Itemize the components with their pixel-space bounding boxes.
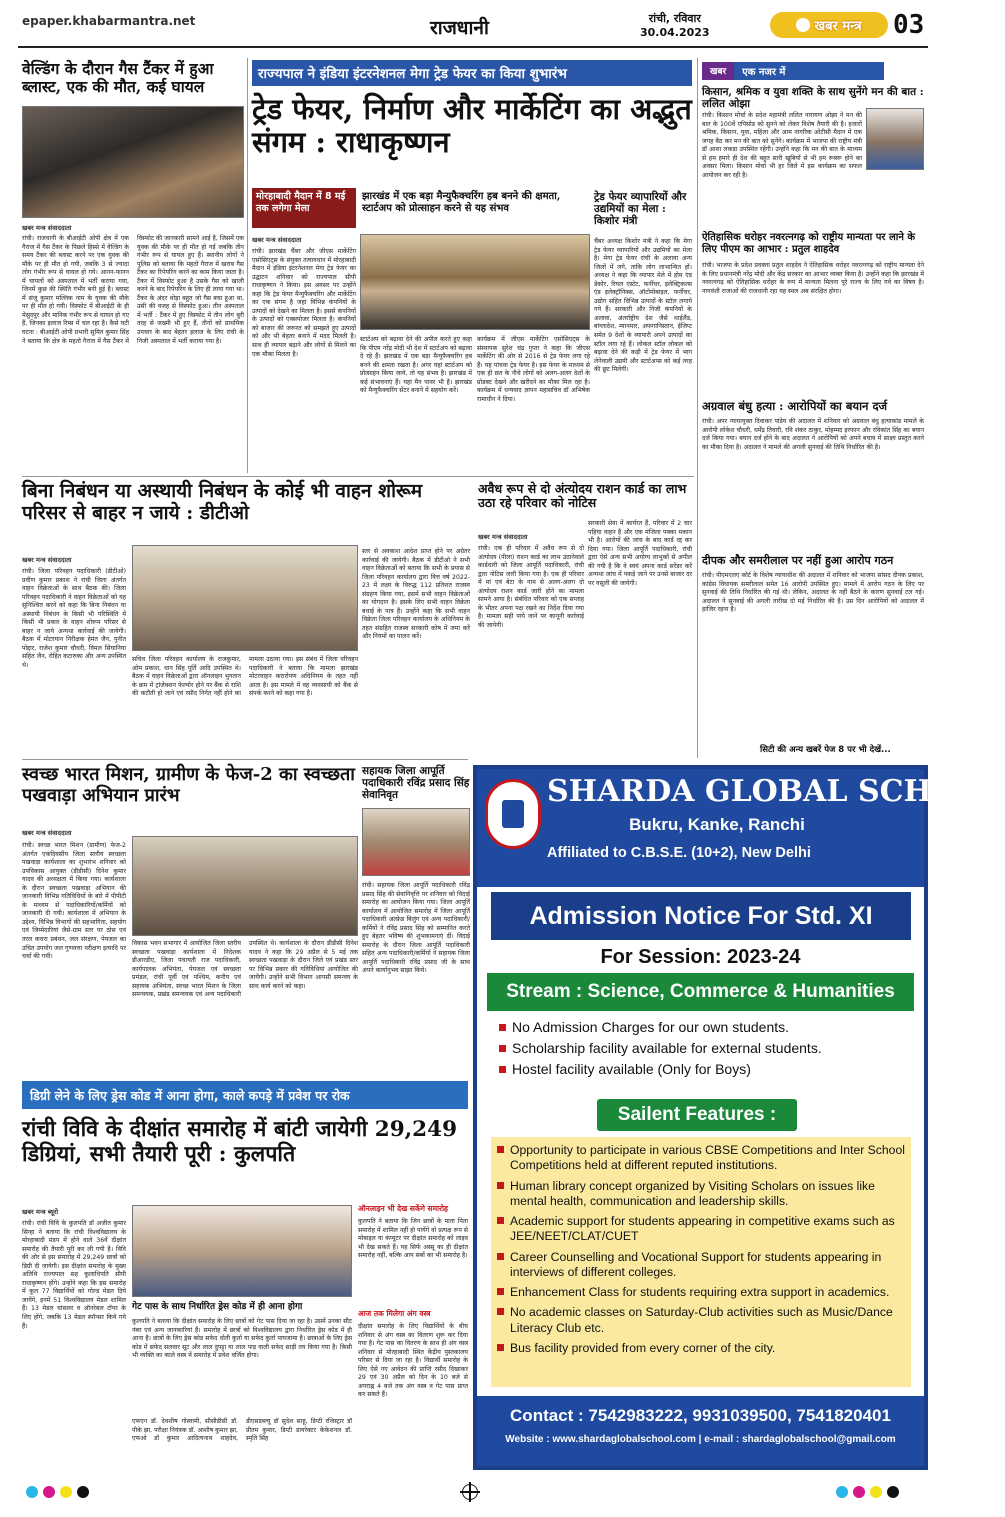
brief3-body: रांची। अपर न्यायायुक्त दिवाकर पांडेय की अदालत में शनिवार को अग्रवाल बंधु हत्याकांड मामले के आरोपी लोकेश चौधरी, धर्मेंद्र तिवारी, रवि शंकर ठाकुर, मोहम्मद इरफान और रविकांत सिंह का बयान दर्ज किया गया। बयान दर्ज होने के बाद अदालत ने आरोपियों को अपने बचाव में साक्ष्य प्रस्तुत करने का मौका दिया है। अदालत ने मामले की अगली सुनवाई की तिथि निर्धारित की है। — [702, 418, 924, 451]
feature-item — [497, 1250, 905, 1281]
point-item — [499, 1061, 914, 1077]
school-name: SHARDA GLOBAL SCHOOL — [547, 774, 1005, 809]
lead-subhead: झारखंड में एक बड़ा मैन्युफैक्चरिंग हब बनने की क्षमता, स्टार्टअप को प्रोत्साहन करने से यह संभव — [362, 191, 561, 214]
lead-headline: ट्रेड फेयर, निर्माण और मार्केटिंग का अद्भुत संगम : राधाकृष्णन — [252, 92, 692, 160]
gate-pass-subhead: गेट पास के साथ निर्धारित ड्रेस कोड में ही आना होगा — [132, 1302, 303, 1312]
bullet-icon — [499, 1024, 506, 1031]
convocation-headline: रांची विवि के दीक्षांत समारोह में बांटी जायेगी 29,249 डिग्रियां, सभी तैयारी पूरी : कुलपति — [22, 1117, 458, 1167]
angvastra-body: दीक्षांत समारोह के लिए विद्यार्थियों के बीच शनिवार से अंग वस्त्र का वितरण शुरू कर दिया गया है। गेट पास का वितरण के साथ ही अंग वस्त्र शनिवार से मोरहाबादी स्थित केंद्रीय पुस्तकालय परिसर से दिया जा रहा है। विद्यार्थी समारोह के लिए ऐसे नए आवेदन की प्राप्ति रसीद दिखाकर 29 एवं 30 अप्रैल को दिन के 10 बजे से अपराह्न 4 बजे तक अंग वस्त्र व गेट पास प्राप्त कर सकते हैं। — [358, 1323, 468, 1399]
ration-headline: अवैध रूप से दो अंत्योदय राशन कार्ड का लाभ उठा रहे परिवार को नोटिस — [478, 481, 687, 511]
angvastra-subhead: आज तक मिलेगा अंग वस्त्र — [358, 1309, 431, 1318]
convocation-body-1: रांची। रांची विवि के कुलपति डॉ अजीत कुमार सिन्हा ने बताया कि रांची विश्वविद्यालय के मोरहाबादी मंडप में होने वाले 36वें दीक्षांत समारोह की तैयारी पूरी कर ली गयी है। विवि की ओर से इस समारोह में 29,249 छात्रों को डिग्री दी जायेगी। इस दीक्षांत समारोह के मुख्य अतिथि राज्यपाल सह कुलाधिपति सीपी राधाकृष्णन होंगे। उन्होंने कहा कि इस समारोह में कुल 77 विद्यार्थियों को गोल्ड मेडल दिये जायेंगे, इनमें 51 विश्वविद्यालय मेडल शामिल हैं। 13 मेडल चांसलर व ऑनरेबल टॉपर के लिए होंगे, जबकि 13 मेडल स्पॉन्सर किये गये हैं। — [22, 1220, 126, 1330]
admission-notice: Admission Notice For Std. XI — [491, 892, 911, 940]
features-title: Sailent Features : — [597, 1099, 797, 1131]
school-address: Bukru, Kanke, Ranchi — [629, 815, 805, 834]
brief2-headline: ऐतिहासिक धरोहर नवरत्नगढ़ को राष्ट्रीय मान्यता पर लाने के लिए पीएम का आभार : प्रतुल शाहदेव — [702, 232, 916, 255]
feature-item — [497, 1341, 905, 1356]
dot-cyan — [26, 1486, 38, 1498]
dateline — [640, 12, 710, 40]
ration-body-1: रांची। एक ही परिवार में अवैध रूप से दो अंत्योदय (पीला) राशन कार्ड का लाभ उठानेवाले कार्डधारी को जिला आपूर्ति पदाधिकारी, रांची द्वारा नोटिस जारी किया गया है। एक ही परिवार में मां एवं बेटा के नाम से अलग-अलग दो अंत्योदय राशन कार्ड जारी होने का मामला सामने आया है। संबंधित परिवार को एक सप्ताह के भीतर अपना पक्ष रखने का निर्देश दिया गया है। मामला सही पाये जाने पर कानूनी कार्रवाई की जायेगी। — [478, 545, 584, 629]
dot-magenta — [43, 1486, 55, 1498]
online-subhead: ऑनलाइन भी देख सकेंगे समारोह — [358, 1204, 449, 1213]
lead-body-1: रांची। झारखंड चैंबर और जीएस मार्केटिंग एसोसिएट्स के संयुक्त तत्वावधान में मोरहाबादी मैदान में इंडिया इंटरनेशनल मेगा ट्रेड फेयर का उद्घाटन शनिवार को राज्यपाल सीपी राधाकृष्णन ने किया। इस अवसर पर उन्होंने कहा कि ट्रेड फेयर मैन्युफैक्चरिंग और मार्केटिंग का एक संगम है जहां विभिन्न कंपनियों के उत्पादों को देखने का मिलता है। इससे कंपनियों के उत्पादों को एक्सपोजर मिलता है। कंपनियों को बाजार की जरूरत को समझते हुए उत्पादों को और भी बेहतर बनाने में मदद मिलती है। साथ ही व्यापार बढ़ाने और लोगों से मिलने का एक मौका मिलता है। — [252, 248, 356, 358]
supply-body: रांची। सहायक जिला आपूर्ति पदाधिकारी रविंद्र प्रसाद सिंह की सेवानिवृत्ति पर शनिवार को विदाई समारोह का आयोजन किया गया। जिला आपूर्ति कार्यालय में आयोजित समारोह में जिला आपूर्ति पदाधिकारी अल्फ्रेड बिलुंग एवं अन्य पदाधिकारी/कर्मियों ने रविंद्र प्रसाद सिंह को सम्मानित करते हुए बेहतर भविष्य की शुभकामनाएं दीं। विदाई समारोह के दौरान जिला आपूर्ति पदाधिकारी सहित अन्य पदाधिकारी/कर्मियों ने सहायक जिला आपूर्ति पदाधिकारी रविंद्र प्रसाद जी के साथ अपने कार्यानुभव साझा किये। — [362, 882, 470, 975]
dto-body-3: स्तर से अवकाश आदेश प्राप्त होने पर अग्रेतर कार्रवाई की जायेगी। बैठक में डीटीओ ने सभी वाहन विक्रेताओं को बताया कि सभी के प्रयास से जिला परिवहन कार्यालय द्वारा वित्त वर्ष 2022-23 में लक्ष्य के विरुद्ध 112 प्रतिशत राजस्व संग्रहण किया गया, इसमें सभी वाहन विक्रेताओं का योगदान है। इसके लिए सभी वाहन विक्रेता बधाई के पात्र हैं। उन्होंने कहा कि सभी वाहन विक्रेता जिला परिवहन कार्यालय के अधिनियम के तहत संग्रहित राजस्व सरकारी कोष में जमा करें और नियमों का पालन करें। — [362, 548, 470, 641]
dot-yellow — [60, 1486, 72, 1498]
site-url[interactable]: epaper.khabarmantra.net — [22, 14, 196, 28]
vc-portrait-photo — [132, 1205, 352, 1297]
tanker-body: रांची। राजधानी के बीआईटी ओपी क्षेत्र में एक गैराज में गैस टैंकर के पिछले हिस्से में वेल्डिंग के समय टैंकर की ब्लास्ट करने पर एक युवक की मौके पर ही मौत हो गयी, जबकि 3 से ज्यादा लोग गंभीर रूप से घायल हो गये। आनन-फानन में घायलों को अस्पताल में भर्ती कराया गया, जिनमें कुछ की स्थिति गंभीर बनी हुई है। ब्लास्ट में संजू कुमार मल्लिक नाम के युवक की मौके पर ही मौत हो गयी। विस्फोट में बीआईटी के ही मेसुदपुर और मानिक गंभीर रूप से घायल हो गए हैं, जिनका इलाज रिम्स में चल रहा है। कैसे घटी घटना : बीआईटी ओपी प्रभारी सुमित कुमार सिंह ने बताया कि क्षेत्र के महतो गैराज में गैस टैंकर में विस्फोट की जानकारी सामने आई है, जिसमें एक युवक की मौके पर ही मौत हो गई जबकि तीन गंभीर रूप से घायल हुए हैं। स्थानीय लोगों ने पुलिस को बताया कि महतो गैराज में खराब गैस टैंकर का रिपेयरिंग करने का काम किया जाता है। टैंकर में विस्फोट हुआ है उसके गैस को खाली करने के बाद रिपेयरिंग के लिए ही लाया गया था। टैंकर के अंदर थोड़ा बहुत जो गैस बचा हुआ था, उसी की वजह से विस्फोट हुआ। तीन अस्पताल में भर्ती : टैंकर में हुए विस्फोट में तीन लोग बुरी तरह से जख्मी भी हुए हैं, तीनों को प्राथमिक उपचार के बाद बेहतर इलाज के लिए रांची के निजी अस्पताल में भर्ती कराया गया है। — [22, 235, 244, 345]
column-divider — [247, 58, 248, 473]
swachh-byline: खबर मन्त्र संवाददाता — [22, 829, 72, 837]
swachh-headline: स्वच्छ भारत मिशन, ग्रामीण के फेज-2 का स्वच्छता पखवाड़ा अभियान प्रारंभ — [22, 764, 355, 806]
admission-stream: Stream : Science, Commerce & Humanities — [487, 973, 914, 1011]
dto-body-1: रांची। जिला परिवहन पदाधिकारी (डीटीओ) प्रवीण कुमार प्रकाश ने रांची जिला अंतर्गत वाहन विक्रेताओं के साथ बैठक की। जिला परिवहन पदाधिकारी ने वाहन विक्रेताओं को यह सुनिश्चित करने को कहा कि बिना निबंधन या अस्थायी निबंधन के किसी भी परिस्थिति में किसी भी प्रकार के वाहन शोरूम परिसर से बाहर न जाये अन्यथा कार्रवाई की जायेगी। बैठक में मोटरयान निरीक्षक हेमंत जैन, पुनीत पोद्दार, राजेश कुमार चौधरी, विमल सिंघानिया सहित जैन, रोहित कटारुका और अन्य उपस्थित थे। — [22, 568, 126, 670]
feature-text: Career Counselling and Vocational Support for students appearing in interviews of different colleges. — [510, 1249, 882, 1279]
dot-yellow — [870, 1486, 882, 1498]
gate-pass-body: कुलपति ने बताया कि दीक्षांत समारोह के लिए छात्रों को गेट पास दिया जा रहा है। उसमें उनका सीट नंबर एवं अन्य जानकारियां हैं। समारोह में छात्रों को विश्वविद्यालय द्वारा निर्धारित ड्रेस कोड में ही आना है। छात्रों के लिए ड्रेस कोड सफेद धोती कुर्ता या सफेद कुर्ता पायजामा है। छात्राओं के लिए ड्रेस कोड में सफेद सलवार सूट और लाल दुपट्टा या लाल पाड़ वाली सफेद साड़ी तय किया गया है। किसी भी व्यक्ति का काले वस्त्र में समारोह में प्रवेश वर्जित होगा। — [132, 1318, 352, 1360]
feature-text: Human library concept organized by Visiting Scholars on issues like mental health, communication and leadership skills. — [510, 1178, 875, 1208]
supply-farewell-photo — [362, 808, 470, 876]
bullet-icon — [497, 1217, 504, 1224]
page-number: 03 — [893, 10, 925, 40]
point-item — [499, 1040, 914, 1056]
brief2-body: रांची। भाजपा के प्रदेश प्रवक्ता प्रतुल शाहदेव ने ऐतिहासिक धरोहर नवरत्नगढ़ को राष्ट्रीय मान्यता देने के लिए प्रधानमंत्री नरेंद्र मोदी और केंद्र सरकार का आभार व्यक्त किया है। उन्होंने कहा कि झारखंड में नवरत्नगढ़ को ऐतिहासिक धरोहर के रूप में मान्यता मिलना पूरे राज्य के लिए गर्व का विषय है। नागवंशी राजाओं की राजधानी रहा यह स्थल अब संरक्षित होगा। — [702, 262, 924, 295]
brand-logo — [770, 12, 888, 38]
briefs-tag-khabar: खबर — [702, 62, 734, 80]
feature-item — [497, 1305, 905, 1336]
swachh-workshop-photo — [132, 836, 358, 936]
dto-byline: खबर मन्त्र संवाददाता — [22, 556, 72, 564]
section-title: राजधानी — [430, 17, 489, 39]
dot-black — [77, 1486, 89, 1498]
point-text: Hostel facility available (Only for Boys) — [512, 1061, 751, 1077]
trade-side-body: चैंबर अध्यक्ष किशोर मंत्री ने कहा कि मेगा ट्रेड फेयर व्यापारियों और उद्यमियों का मेला है। मेगा ट्रेड फेयर रांची के अलावा अन्य जिलों में लगे, ताकि लोग लाभान्वित हों। अध्यक्ष ने कहा कि व्यापार मेले में होम एंड डेकोर, रियल एस्टेट, फर्नीचर, इलेक्ट्रिकल्स एंड इलेक्ट्रॉनिक्स, ऑटोमोबाइल, फर्नीचर, उद्योग सहित विभिन्न उत्पादों के स्टॉल लगाये गये हैं। सरकारी और निजी कंपनियों के अलावा, अंतर्राष्ट्रीय देश जैसे थाईलैंड, बांग्लादेश, म्यानमार, अफगानिस्तान, ईजिप्ट समेत 9 देशों के व्यापारी अपने उत्पादों का स्टॉल लगा रहे हैं। लोकल स्टॉल लोकल को बढ़ावा देने की कड़ी में ट्रेड फेयर में भाग लेनेवाली उद्यमी और स्टार्टअप्स को कई तरह की छूट मिलेगी। — [594, 238, 692, 374]
lead-body-2: स्टार्टअप को बढ़ावा देने की अपील करते हुए कहा कि पीएम नरेंद्र मोदी भी देश में स्टार्टअप को बढ़ावा दे रहे हैं। झारखंड में एक बड़ा मैन्युफैक्चरिंग हब बनने की क्षमता रखता है। अगर यहां स्टार्टअप को प्रोत्साहन किया जाये, तो यह संभव है। झारखंड में कई संभावनाएं हैं। यहां मैन पावर भी है। झारखंड को मैन्युफैक्चरिंग सेंटर बनाने में सहयोग करें। — [360, 336, 472, 395]
briefs-tag-title: एक नजर में — [734, 62, 884, 80]
website-email[interactable]: Website : www.shardaglobalschool.com | e-mail : shardaglobalschool@gmail.com — [505, 1434, 896, 1445]
trade-side-headline: ट्रेड फेयर व्यापारियों और उद्यमियों का मेला : किशोर मंत्री — [594, 191, 687, 228]
feature-item — [497, 1179, 905, 1210]
tanker-byline: खबर मन्त्र संवाददाता — [22, 224, 72, 232]
dto-body-2: सचिव जिला परिवहन कार्यालय के राजकुमार, ओम प्रकाश, धान सिंह पूर्ति आदि उपस्थित थे। बैठक में वाहन विक्रेताओं द्वारा ऑनलाइन भुगतान के क्रम में ट्रांजेक्शन फेल्योर होने पर बैंक से राशि की कटौती हो जाने एवं रसीद निर्गत नहीं होने का मामला उठाया गया। इस संबंध में जिला परिवहन पदाधिकारी ने बताया कि मामला झारखंड मोटरवाहन करारोपण अधिनियम के तहत नहीं आता है। इस मामले में वह व्यवसायी को बैंक से संपर्क करने को कहा गया है। — [132, 656, 358, 698]
briefs-tag — [702, 62, 884, 80]
bullet-icon — [497, 1288, 504, 1295]
ration-body-2: सरकारी सेवा में कार्यरत हैं, परिवार में 2 चार पहिया वाहन है और एक मंजिला पक्का मकान भी है। आरोपों की जांच के बाद कार्ड रद्द कर दिया गया। जिला आपूर्ति पदाधिकारी, रांची द्वारा ऐसे अन्य सभी अयोग्य लाभुकों से अपील की गयी है कि वे स्वयं अपना कार्ड सरेंडर करें अन्यथा जांच में पकड़े जाने पर उनसे बाजार दर पर वसूली की जायेगी। — [588, 520, 692, 587]
lead-kicker: राज्यपाल ने इंडिया इंटरनेशनल मेगा ट्रेड फेयर का किया शुभारंभ — [252, 60, 692, 86]
brief3-headline: अग्रवाल बंधु हत्या : आरोपियों का बयान दर्ज — [702, 399, 888, 413]
lead-byline: खबर मन्त्र संवाददाता — [252, 236, 302, 244]
supply-headline: सहायक जिला आपूर्ति पदाधिकारी रविंद्र प्रसाद सिंह सेवानिवृत — [362, 765, 470, 802]
tanker-photo — [22, 106, 244, 218]
officials-list: एफएन डॉ. देवशीष गोस्वामी, सीसीडीसी डॉ. पीके झा, परीक्षा नियंत्रक डॉ. आशीष कुमार झा, एफओ डॉ कुमार आदित्यनाथ शाहदेव, डीएसडब्ल्यू डॉ सुदेश साहू, डिप्टी रजिस्ट्रार डॉ प्रीतम कुमार, डिप्टी डायरेक्टर केकेशनल डॉ. स्मृति सिंह — [132, 1418, 352, 1443]
point-text: No Admission Charges for our own students. — [512, 1019, 790, 1035]
brand-icon — [796, 18, 810, 32]
convocation-banner: डिग्री लेने के लिए ड्रेस कोड में आना होगा, काले कपड़े में प्रवेश पर रोक — [22, 1081, 468, 1109]
bullet-icon — [497, 1253, 504, 1260]
feature-item — [497, 1143, 905, 1174]
print-registration-dots-right — [836, 1486, 899, 1498]
lead-body-3: कार्यक्रम में जीएस मार्केटिंग एसोसिएट्स के संस्थापक सुरेश चंद्र गुप्ता ने कहा कि जीएस मार्केटिंग की ओर से 2016 से ट्रेड फेयर लगा रहे हैं। यह पांचवा ट्रेड फेयर है। इस फेयर के माध्यम से एक ही छत के नीचे लोगों को अलग-अलग देशों के प्रोडक्ट देखने और खरीदने का मौका मिल रहा है। कार्यक्रम में धन्यवाद ज्ञापन महासचिव डॉ अभिषेक रामाधीन ने दिया। — [477, 336, 590, 403]
swachh-body-2: विकास भवन सभागार में आयोजित जिला स्तरीय स्वच्छता पखवाड़ा कार्यशाला में निदेशक डीआरडीए, जिला पंचायती राज पदाधिकारी, कार्यपालक अभियंता, पेयजल एवं स्वच्छता प्रमंडल, रांची पूर्वी एवं पश्चिम, कनीय एवं सहायक अभियंता, स्वच्छ भारत मिशन के जिला समन्वयक, प्रखंड समन्वयक एवं अन्य पदाधिकारी उपस्थित थे। कार्यशाला के दौरान डीडीसी दिनेश यादव ने कहा कि 29 अप्रैल से 5 मई तक स्वच्छता पखवाड़ा के दौरान जिले एवं प्रखंड स्तर पर विभिन्न प्रकार की गतिविधियां आयोजित की जायेंगी। उन्होंने सभी विभाग आपसी समन्वय के साथ कार्य करने को कहा। — [132, 940, 358, 999]
admission-points — [499, 1019, 914, 1077]
dot-black — [887, 1486, 899, 1498]
lead-inauguration-photo — [360, 234, 590, 330]
brand-name: खबर मन्त्र — [814, 19, 862, 34]
point-item — [499, 1019, 914, 1035]
brief1-portrait — [866, 108, 924, 170]
issue-date: 30.04.2023 — [640, 25, 710, 39]
city-day: रांची, रविवार — [648, 12, 701, 25]
features-list — [491, 1137, 911, 1387]
admission-session: For Session: 2023-24 — [600, 946, 801, 968]
dto-headline: बिना निबंधन या अस्थायी निबंधन के कोई भी वाहन शोरूम परिसर से बाहर न जाये : डीटीओ — [22, 480, 423, 524]
school-advertisement[interactable] — [473, 765, 1005, 1470]
section-rule — [22, 759, 468, 760]
feature-text: Academic support for students appearing in competitive exams such as JEE/NEET/CLAT/CUET — [510, 1214, 895, 1244]
column-divider — [697, 58, 698, 758]
school-affiliation: Affiliated to C.B.S.E. (10+2), New Delhi — [547, 845, 811, 861]
tanker-headline: वेल्डिंग के दौरान गैस टैंकर में हुआ ब्लास्ट, एक की मौत, कई घायल — [22, 59, 214, 96]
brief4-headline: दीपक और समरीलाल पर नहीं हुआ आरोप गठन — [702, 554, 894, 567]
dot-cyan — [836, 1486, 848, 1498]
brief4-body: रांची। पीएमएलए कोर्ट के विशेष न्यायाधीश की अदालत में शनिवार को भाजपा सांसद दीपक प्रकाश, कांग्रेस विधायक समरीलाल समेत 16 आरोपी उपस्थित हुए। मामले में आरोप गठन के लिए पर सुनवाई की तिथि निर्धारित की गई थी। लेकिन, अदालत के नहीं बैठने के कारण सुनवाई टल गई। अदालत ने सुनवाई की अगली तारीख दो मई निर्धारित की है। उस दिन आरोपियों को अदालत में हाजिर रहना है। — [702, 572, 924, 614]
brief1-body: रांची। किसान मोर्चा के प्रदेश महामंत्री ललित नारायण ओझा ने मन की बात के 100वें एपिसोड को सुनने को लेकर विशेष तैयारी की है। हजारों श्रमिक, किसान, युवा, महिला और आम नागरिक ओटीसी मैदान में एक जगह बैठ कर मन की बात को सुनेंगे। कार्यक्रम में भाजपा की राष्ट्रीय मंत्री डॉ आशा लकड़ा उपस्थित रहेंगी। उन्होंने कहा कि मन की बात के माध्यम से हम हमारे ही देश की बहुत सारी खूबियों से भी हम रूबरू होने का अवसर मिला। किसान मोर्चा भी हर जिले में इस कार्यक्रम का सफल आयोजन कर रही है। — [702, 112, 862, 179]
bullet-icon — [499, 1066, 506, 1073]
bullet-icon — [497, 1182, 504, 1189]
swachh-body-1: रांची। स्वच्छ भारत मिशन (ग्रामीण) फेज-2 अंतर्गत एकदिवसीय जिला स्तरीय स्वच्छता पखवाड़ा कार्यशाला का शुभारंभ शनिवार को उपविकास आयुक्त (डीडीसी) दिनेश कुमार यादव की अध्यक्षता में किया गया। कार्यशाला के दौरान स्वच्छता पखवाड़ा अभियान की जानकारी विभिन्न गतिविधियों के बारे में पीपीटी के माध्यम से पदाधिकारियों/कर्मियों को जानकारी दी गयी। कार्यशाला में अभियान के उद्देश्य, विभिन्न विभागों की सहभागिता, सहयोग एवं जिम्मेदारियां जैसे-ग्राम स्तर पर ठोस एवं तरल कचरा प्रबंधन, जल संरक्षण, पेयजल का उचित उपयोग जल गुणवत्ता परीक्षण इत्यादि पर चर्चा की गयी। — [22, 842, 126, 961]
bullet-icon — [497, 1344, 504, 1351]
bullet-icon — [497, 1308, 504, 1315]
feature-text: Bus facility provided from every corner of the city. — [510, 1340, 776, 1355]
ad-contact-bar — [477, 1396, 924, 1466]
more-city-news-link[interactable]: सिटी की अन्य खबरें पेज 8 पर भी देखें... — [760, 745, 891, 755]
feature-text: Enhancement Class for students requiring extra support in academics. — [510, 1285, 890, 1299]
feature-item — [497, 1285, 905, 1300]
dot-magenta — [853, 1486, 865, 1498]
print-registration-dots-left — [26, 1486, 89, 1498]
convocation-byline: खबर मन्त्र ब्यूरो — [22, 1208, 59, 1216]
feature-text: No academic classes on Saturday-Club activities such as Music/Dance Literacy Club etc. — [510, 1305, 893, 1335]
online-body: कुलपति ने बताया कि जिन छात्रों के माता पिता समारोह में शामिल नहीं हो पायेंगे वो प्रत्यक्ष रूप से मोबाइल या कंप्यूटर पर दीक्षांत समारोह को लाइव भी देख सकते हैं। यह सिर्फ अस्सू का ही दीक्षांत समारोह नहीं, बल्कि आप सबों का भी समारोह है। — [358, 1218, 468, 1260]
ration-byline: खबर मन्त्र संवाददाता — [478, 533, 528, 541]
registration-mark-icon — [462, 1484, 478, 1500]
bullet-icon — [497, 1146, 504, 1153]
point-text: Scholarship facility available for external students. — [512, 1040, 822, 1056]
lead-fair-box: मोरहाबादी मैदान में 8 मई तक लगेगा मेला — [252, 188, 356, 228]
feature-text: Opportunity to participate in various CBSE Competitions and Inter School Competitions held at different reputed institutions. — [510, 1143, 905, 1173]
dto-meeting-photo — [132, 545, 358, 651]
feature-item — [497, 1214, 905, 1245]
brief1-headline: किसान, श्रमिक व युवा शक्ति के साथ सुनेंगे मन की बात : ललित ओझा — [702, 86, 924, 111]
bullet-icon — [499, 1045, 506, 1052]
school-crest-icon — [485, 779, 541, 849]
ad-header — [477, 769, 1005, 887]
section-rule — [22, 476, 694, 477]
contact-numbers[interactable]: Contact : 7542983222, 9931039500, 7541820401 — [510, 1406, 891, 1425]
